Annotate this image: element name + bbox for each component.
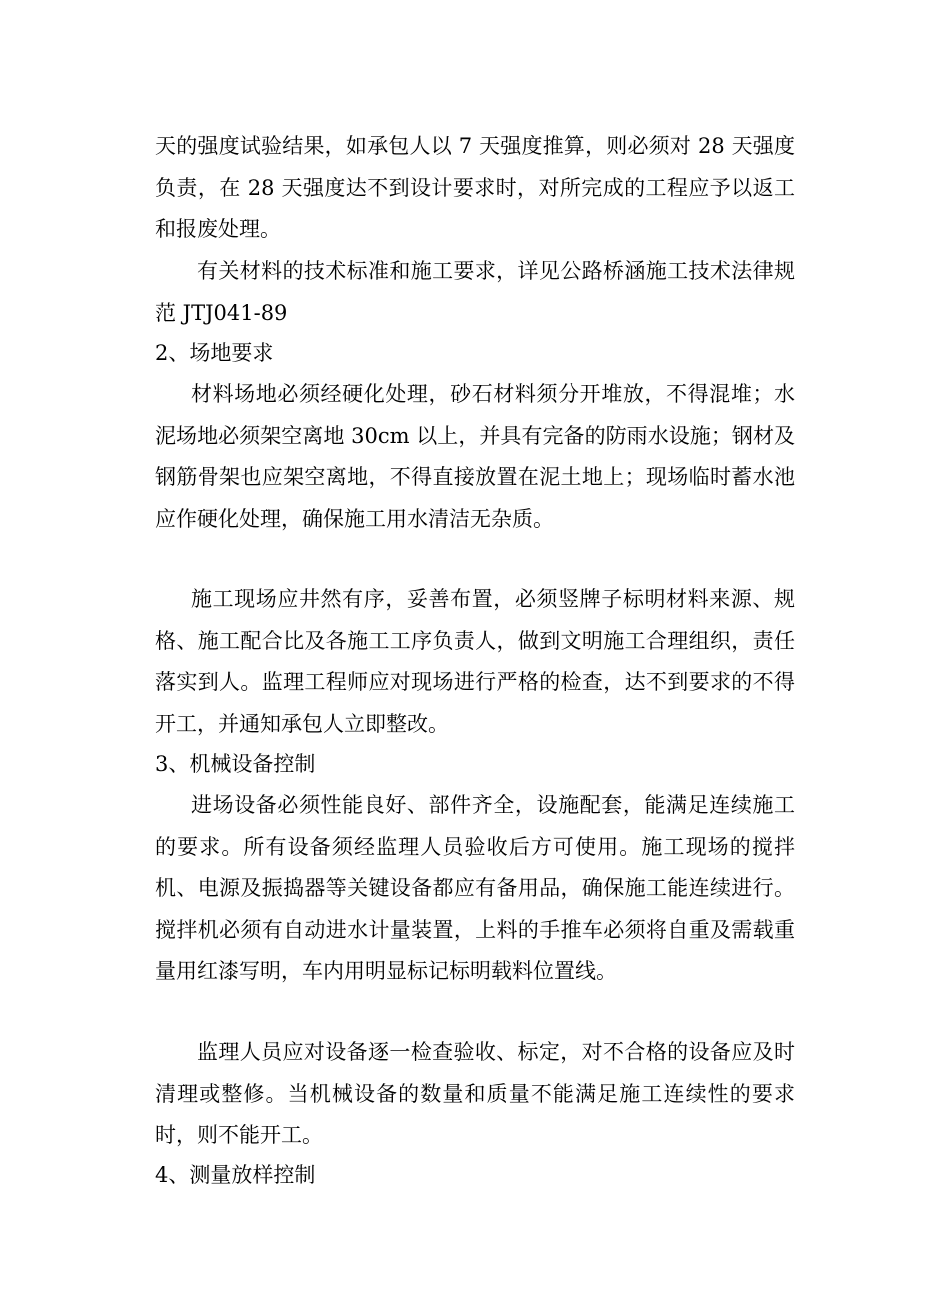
paragraph-strength-test: 天的强度试验结果，如承包人以 7 天强度推算，则必须对 28 天强度负责，在 28 天强度达不到设计要求时，对所完成的工程应予以返工和报废处理。 <box>155 134 795 241</box>
paragraph-material-standards: 有关材料的技术标准和施工要求，详见公路桥涵施工技术法律规范 JTJ041-89 <box>155 259 795 325</box>
heading-survey-control: 4、测量放样控制 <box>155 1163 316 1187</box>
paragraph-site-hardening: 材料场地必须经硬化处理，砂石材料须分开堆放，不得混堆；水泥场地必须架空离地 30cm 以上，并具有完备的防雨水设施；钢材及钢筋骨架也应架空离地，不得直接放置在泥土地上；现场临时蓄水池应作硬化处理，确保施工用水清洁无杂质。 <box>155 382 795 531</box>
paragraph-site-order: 施工现场应井然有序，妥善布置，必须竖牌子标明材料来源、规格、施工配合比及各施工工序负责人，做到文明施工合理组织，责任落实到人。监理工程师应对现场进行严格的检查，达不到要求的不得开工，并通知承包人立即整改。 <box>155 587 795 736</box>
paragraph-equipment-inspection: 监理人员应对设备逐一检查验收、标定，对不合格的设备应及时清理或整修。当机械设备的数量和质量不能满足施工连续性的要求时，则不能开工。 <box>155 1040 795 1147</box>
paragraph-equipment-requirements: 进场设备必须性能良好、部件齐全，设施配套，能满足连续施工的要求。所有设备须经监理人员验收后方可使用。施工现场的搅拌机、电源及振捣器等关键设备都应有备用品，确保施工能连续进行。搅拌机必须有自动进水计量装置，上料的手推车必须将自重及需载重量用红漆写明，车内用明显标记标明载料位置线。 <box>155 793 795 983</box>
heading-equipment-control: 3、机械设备控制 <box>155 752 316 776</box>
heading-site-requirements: 2、场地要求 <box>155 341 274 365</box>
